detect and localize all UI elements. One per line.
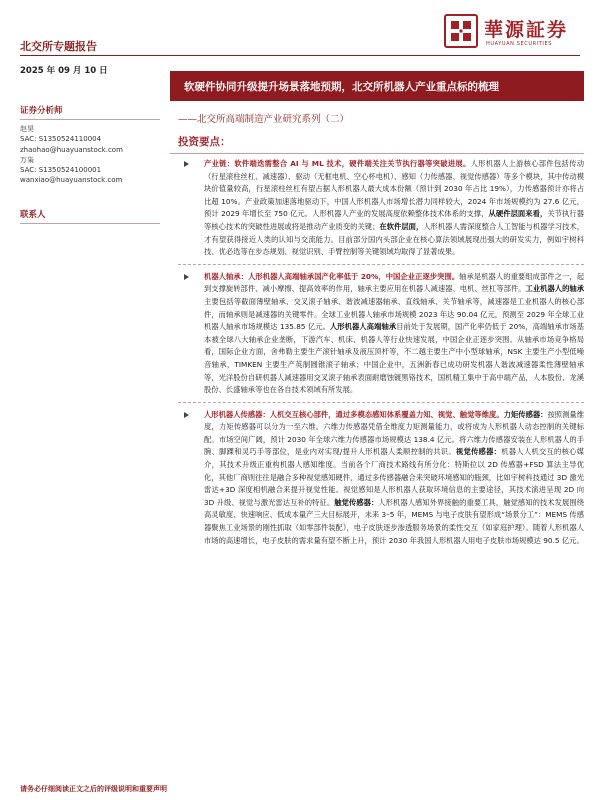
report-type: 北交所专题报告 (20, 40, 97, 53)
key-point-body: 主要包括等截面薄壁轴承、交叉滚子轴承、谐波减速器轴承、直线轴承、关节轴承等，减速器是工业机器人的核心部件，而轴承则是减速器的关键零件。全球工业机器人轴承市场规模 2023 年达 90.04 亿元，预测至 2029 年全球工业机器人轴承市场规模达 135.85 亿元。 (204, 296, 584, 332)
report-title: 软硬件协同升级提升场景落地预期，北交所机器人产业重点标的梳理 (184, 80, 499, 93)
report-date: 2025 年 09 月 10 日 (20, 66, 108, 76)
key-point-emphasis: 力矩传感器： (503, 409, 548, 419)
key-point-headline: 人机交互核心部件，通过多模态感知体系覆盖力知、视觉、触觉等维度。 (269, 409, 504, 419)
key-point-emphasis: 在软件层面， (379, 221, 424, 231)
key-point-text (204, 409, 584, 548)
key-points-body (178, 158, 584, 552)
analyst-line: zhaohao@huayuanstock.com (20, 145, 123, 154)
section-divider (178, 264, 584, 265)
analyst-line: 赵昊 (20, 125, 34, 133)
disclaimer-footer: 请务必仔细阅读正文之后的评级说明和重要声明 (20, 785, 167, 793)
key-point-emphasis: 人形机器人高端轴承 (329, 322, 397, 332)
key-point-body: 按照测量维度，力矩传感器可以分为一至六维。六维力传感器凭借全维度力矩测量能力，或将成为人形机器人动态控制的关键标配。市场空间广阔，预计 2030 年全球六维力传感器市场规模达 138.4 亿元。将六维力传感器安装在人形机器人的手腕、脚踝和灵巧手等部位，是业内对实现/提升人形机器人柔顺控制的共识。 (204, 409, 585, 457)
report-title-banner (170, 71, 584, 101)
key-point-lead-label: 机器人轴承： (204, 271, 249, 281)
analyst-line: SAC: S1350524110004 (20, 135, 102, 144)
contact-title: 联系人 (20, 208, 160, 224)
key-point-body: 人形机器人上游核心部件包括传动（行星滚柱丝杠、减速器）、驱动（无框电机、空心杯电机）、感知（力传感器、视觉传感器）等多个模块，其中传动模块价值量较高，行星滚柱丝杠有望占据人形机器人最大成本份额（预计到 2030 年占比 19%），力传感器预计亦将占比超 10%。产业政策加速落地驱动下，中国人形机器人市场增长潜力同样较大，2024 年市场规模约为 27.6 亿元，预计 2029 年增长至 750 亿元。人形机器人产业的发展高度依赖整体技术体系的支撑， (204, 159, 585, 219)
key-point-headline: 人形机器人高端轴承国产化率低于 20%，中国企业正逐步突围。 (248, 271, 460, 281)
key-point-body: 机器人人机交互的核心媒介，其技术升级正重构机器人感知维度。当前各个厂商技术路线有所分化：特斯拉以 2D 传感器+FSD 算法主导优化，其他厂商则往往是融合多种视觉感知硬件，通过多传感器融合来突破环境感知的瓶颈，比如宇树科技通过 3D 激光雷达+3D 深度相机融合来提升视觉性能。视觉感知是人形机器人获取环境信息的主要途径，其技术演进呈现 2D 向 3D 升级、视觉与激光雷达互补的特征。 (204, 447, 585, 507)
key-point-emphasis: 触觉传感器： (334, 497, 379, 507)
key-point-body: 轴承是机器人的重要组成部件之一，起到支撑旋转部件、减小摩擦、提高效率的作用，轴承主要应用在机器人减速器、电机、丝杠等部件。 (204, 271, 584, 294)
analyst-list (20, 124, 160, 186)
analyst-line: 万枭 (20, 155, 34, 164)
bullet-arrow-icon (184, 274, 189, 280)
section-divider (178, 402, 584, 403)
key-point-headline: 软件端迭需整合 AI 与 ML 技术，硬件端关注关节执行器等突破进展。 (234, 159, 471, 168)
key-point-section (178, 158, 584, 259)
analyst-line: wanxiao@huayuanstock.com (20, 176, 123, 185)
key-point-lead-label: 人形机器人传感器： (204, 409, 270, 419)
company-logo (444, 14, 584, 52)
key-points-divider (170, 153, 584, 154)
logo-name: 華源証券 (484, 19, 569, 41)
analyst-line: SAC: S1350524100001 (20, 166, 102, 175)
key-point-body: 人形机器人需深度整合人工智能与机器学习技术，才有望获得接近人类的认知与交流能力。目前部分国内头部企业在核心算法领域展现出强大的研发实力，例如宇树科技、优必选等在步态规划、视觉识别、手臂控制等关键领域均取得了显著成果。 (204, 221, 585, 257)
key-points-title: 投资要点： (178, 136, 231, 148)
key-point-emphasis: 从硬件层面来看， (488, 209, 548, 219)
key-point-body: 人形机器人感知外界接触的重要工具，触觉感知的技术发展围绕高灵敏度、快速响应、低成本量产三大目标展开，未来 3–5 年，MEMS 与电子皮肤有望形成“场景分工”：MEMS 传感器聚焦工业场景的刚性抓取（如零部件装配），电子皮肤逐步渗透服务场景的柔性交互（如家庭护理）。随着人形机器人市场的高速增长，电子皮肤的需求量有望不断上升，预计 2030 年我国人形机器人用电子皮肤市场规模达 90.5 亿元。 (204, 497, 584, 545)
key-point-emphasis: 视觉传感器： (455, 447, 502, 457)
key-point-section (178, 409, 584, 548)
analyst-title: 证券分析师 (20, 104, 160, 120)
key-point-body: 目前处于发展期，国产化率仍低于 20%，高端轴承市场基本被全球八大轴承企业垄断，下游汽车、机床、机器人等行业快速发展，中国企业正逐步突围。从轴承市场竞争格局看，国际企业方面，舍弗勒主要生产滚针轴承及液压顶杆等，不二越主要生产中小型球轴承，NSK 主要生产小型低噪音轴承，TIMKEN 主要生产英制圆锥滚子轴承；中国企业中，五洲新春已成功研发机器人谐波减速器柔性薄壁轴承等，光洋股份自研机器人减速器用交叉滚子轴承表面耐磨蚀镀黑铬技术，国机精工集中于高中端产品，人本股份、龙溪股份、长盛轴承等也在各自技术领域有所发展。 (204, 322, 585, 395)
bullet-arrow-icon (184, 161, 189, 167)
header-divider (20, 55, 580, 56)
key-point-text (204, 271, 584, 397)
key-point-lead-label: 产业链： (204, 159, 235, 168)
key-point-body: 关节执行器等核心技术的突破性进展或将是推动产业质变的关键； (204, 209, 585, 231)
key-point-text (204, 158, 584, 259)
key-point-section (178, 271, 584, 397)
analyst-sidebar (20, 104, 160, 224)
key-point-emphasis: 工业机器人的轴承 (525, 284, 584, 294)
logo-subtitle: HUAYUAN SECURITIES (486, 41, 553, 47)
seal-icon (444, 14, 478, 48)
series-subtitle: ——北交所高端制造产业研究系列（二） (178, 114, 350, 125)
bullet-arrow-icon (184, 412, 189, 418)
